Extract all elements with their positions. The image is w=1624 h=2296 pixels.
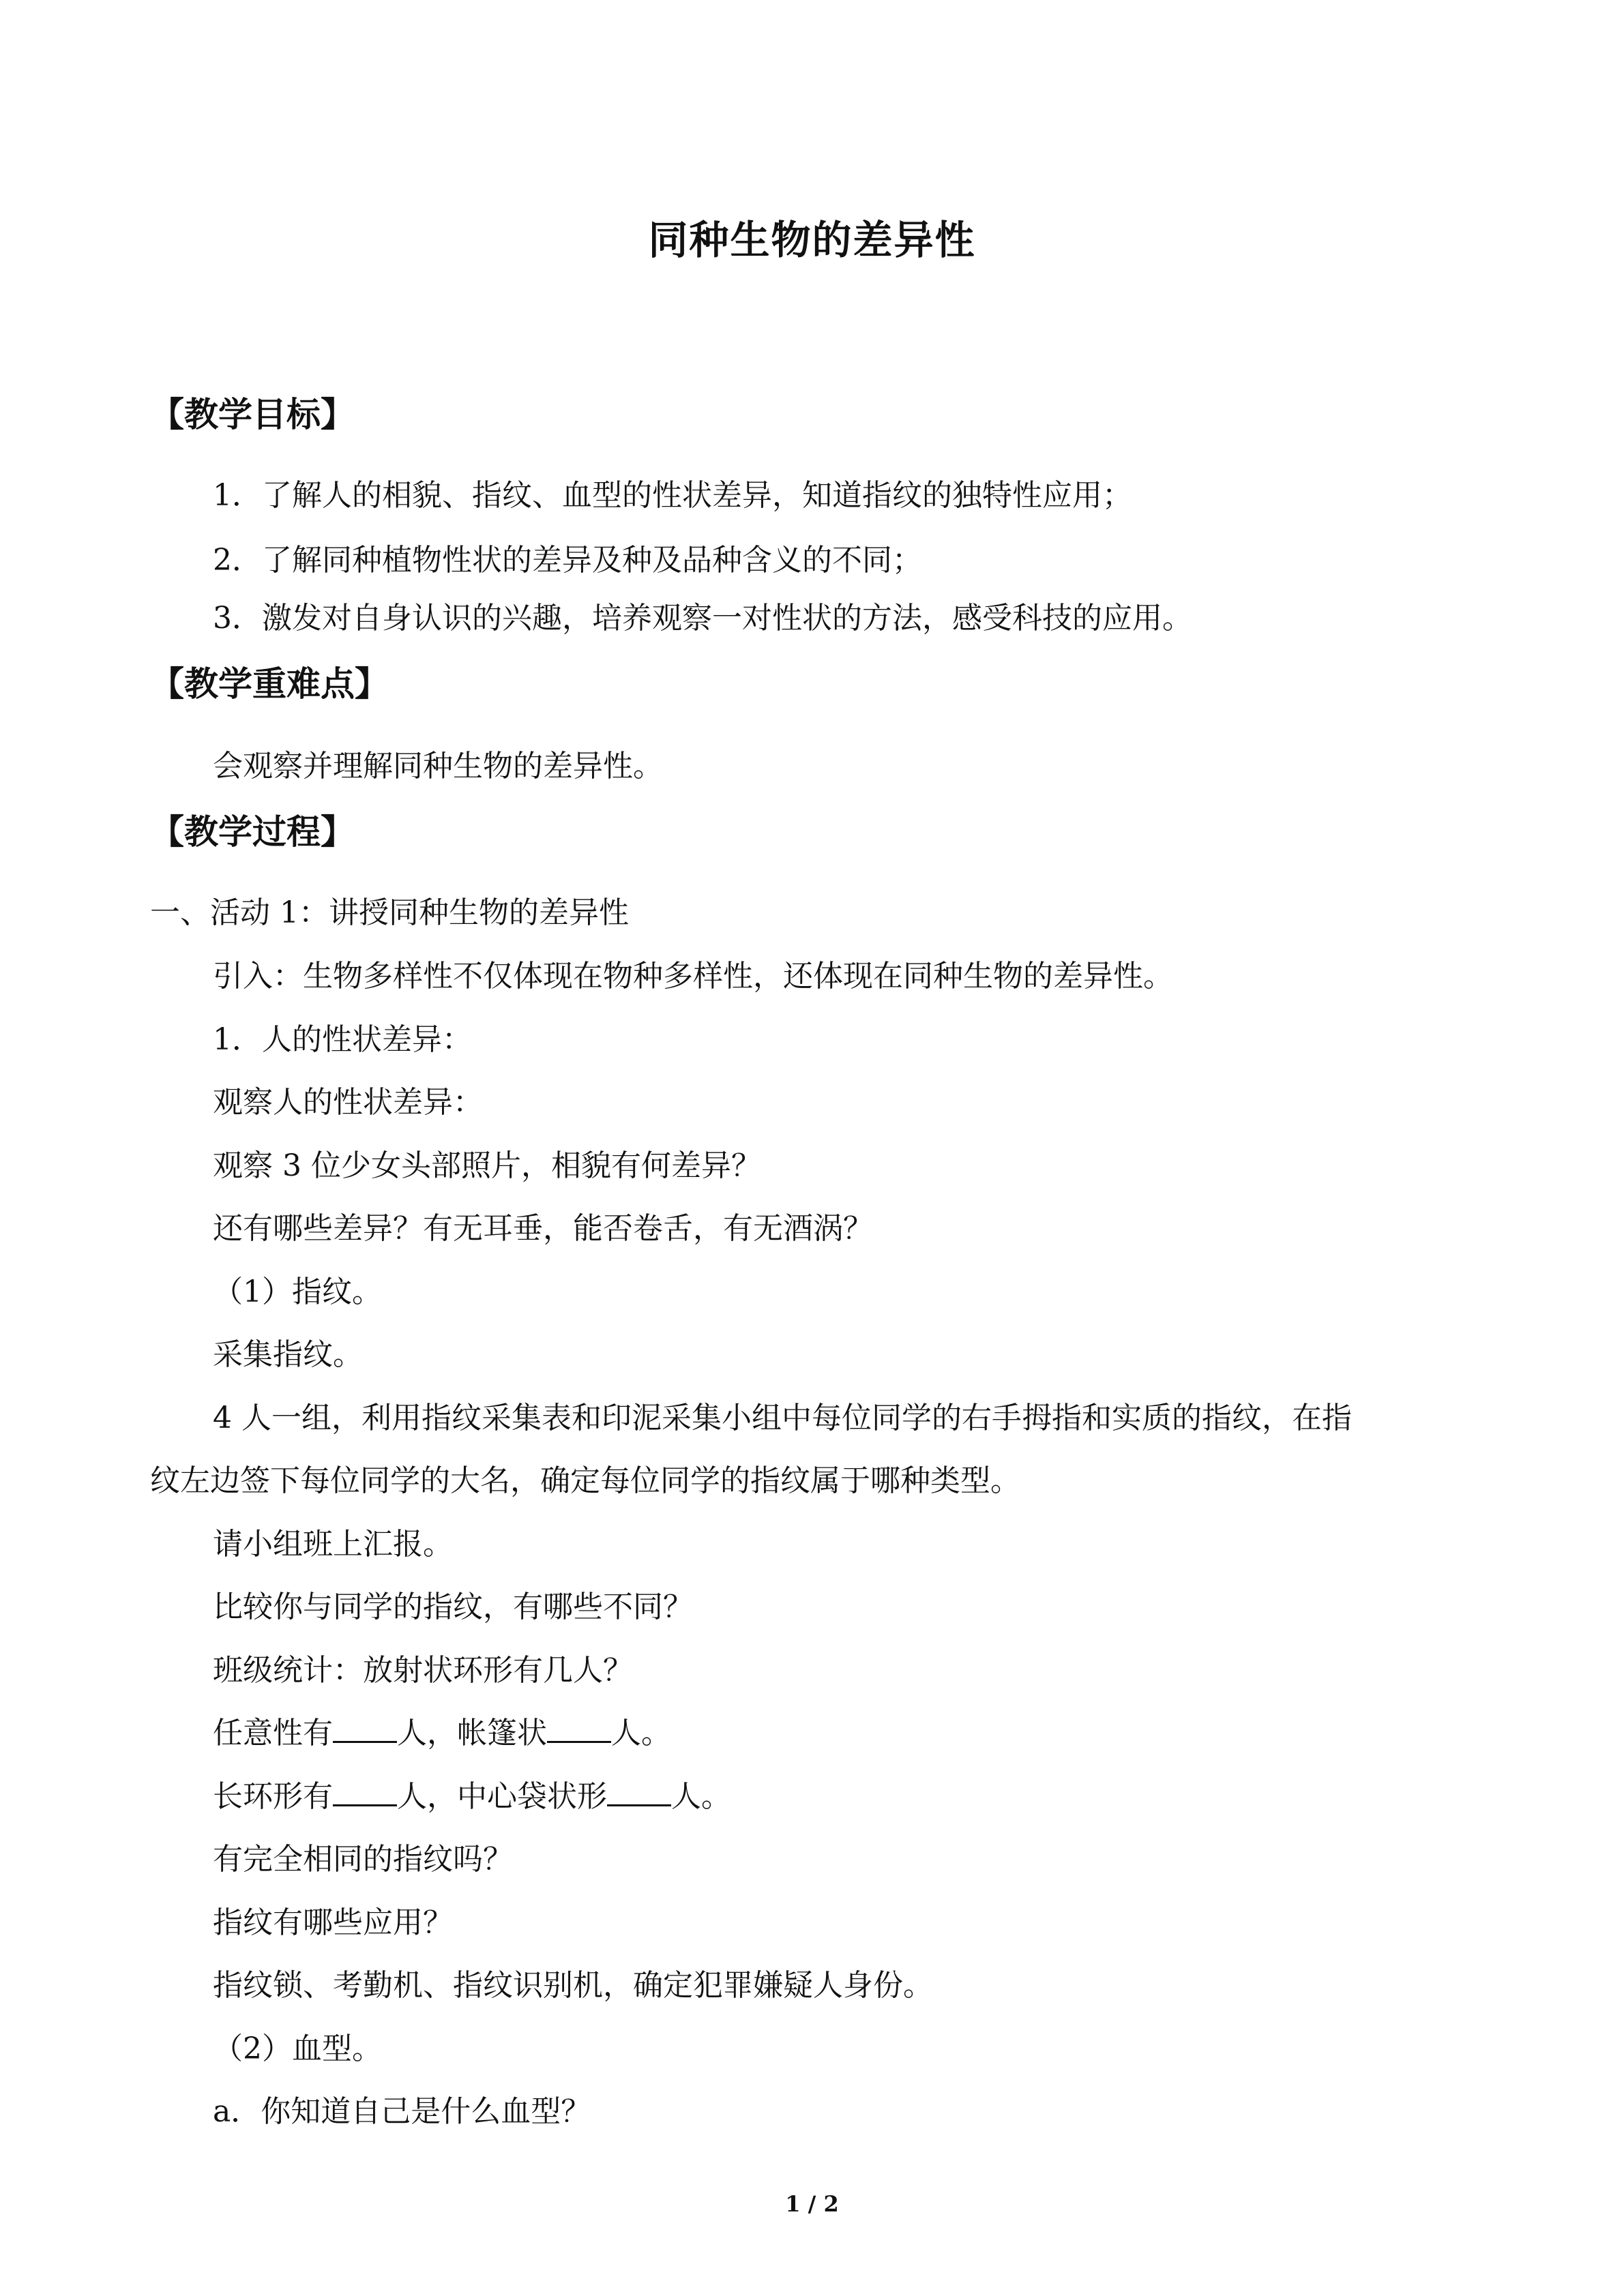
process-line: 比较你与同学的指纹，有哪些不同？ bbox=[213, 1590, 693, 1624]
process-line: （1）指纹。 bbox=[213, 1274, 382, 1309]
heading-process: 【教学过程】 bbox=[150, 812, 355, 852]
objective-item-2: 2．了解同种植物性状的差异及种及品种含义的不同； bbox=[213, 543, 922, 578]
process-line: 观察 3 位少女头部照片，相貌有何差异？ bbox=[213, 1148, 761, 1183]
process-line: 指纹有哪些应用？ bbox=[213, 1905, 453, 1940]
fill-blank-line-1 bbox=[213, 1712, 671, 1755]
heading-key-points: 【教学重难点】 bbox=[150, 664, 389, 704]
fill-text: 任意性有 bbox=[213, 1716, 333, 1750]
key-points-text: 会观察并理解同种生物的差异性。 bbox=[213, 749, 663, 784]
fill-text: 人。 bbox=[611, 1716, 671, 1750]
process-line: 有完全相同的指纹吗？ bbox=[213, 1842, 513, 1877]
process-line: 4 人一组，利用指纹采集表和印泥采集小组中每位同学的右手拇指和实质的指纹，在指 bbox=[213, 1401, 1352, 1435]
page-number: 1 / 2 bbox=[785, 2191, 839, 2217]
heading-objectives: 【教学目标】 bbox=[150, 395, 355, 434]
fill-text: 人，中心袋状形 bbox=[397, 1779, 607, 1814]
activity-title: 一、活动 1：讲授同种生物的差异性 bbox=[150, 895, 629, 930]
process-line: 还有哪些差异？有无耳垂，能否卷舌，有无酒涡？ bbox=[213, 1211, 873, 1246]
fill-text: 长环形有 bbox=[213, 1779, 333, 1814]
process-line: （2）血型。 bbox=[213, 2031, 382, 2066]
blank-field bbox=[607, 1778, 671, 1806]
blank-field bbox=[547, 1715, 611, 1743]
process-line: 请小组班上汇报。 bbox=[213, 1527, 453, 1562]
process-line: 采集指纹。 bbox=[213, 1337, 363, 1372]
objective-item-1: 1．了解人的相貌、指纹、血型的性状差异，知道指纹的独特性应用； bbox=[213, 478, 1132, 513]
blank-field bbox=[333, 1778, 397, 1806]
fill-text: 人。 bbox=[671, 1779, 731, 1814]
fill-blank-line-2 bbox=[213, 1776, 731, 1818]
process-line: 引入：生物多样性不仅体现在物种多样性，还体现在同种生物的差异性。 bbox=[213, 959, 1173, 994]
document-title: 同种生物的差异性 bbox=[648, 217, 976, 263]
fill-text: 人，帐篷状 bbox=[397, 1716, 547, 1750]
blank-field bbox=[333, 1715, 397, 1743]
process-line: 纹左边签下每位同学的大名，确定每位同学的指纹属于哪种类型。 bbox=[150, 1463, 1020, 1498]
process-line: 观察人的性状差异： bbox=[213, 1085, 483, 1120]
process-line: a．你知道自己是什么血型？ bbox=[213, 2094, 591, 2129]
process-line: 1．人的性状差异： bbox=[213, 1022, 472, 1057]
process-line: 指纹锁、考勤机、指纹识别机，确定犯罪嫌疑人身份。 bbox=[213, 1968, 933, 2003]
objective-item-3: 3．激发对自身认识的兴趣，培养观察一对性状的方法，感受科技的应用。 bbox=[213, 601, 1192, 636]
process-line: 班级统计：放射状环形有几人？ bbox=[213, 1653, 633, 1688]
